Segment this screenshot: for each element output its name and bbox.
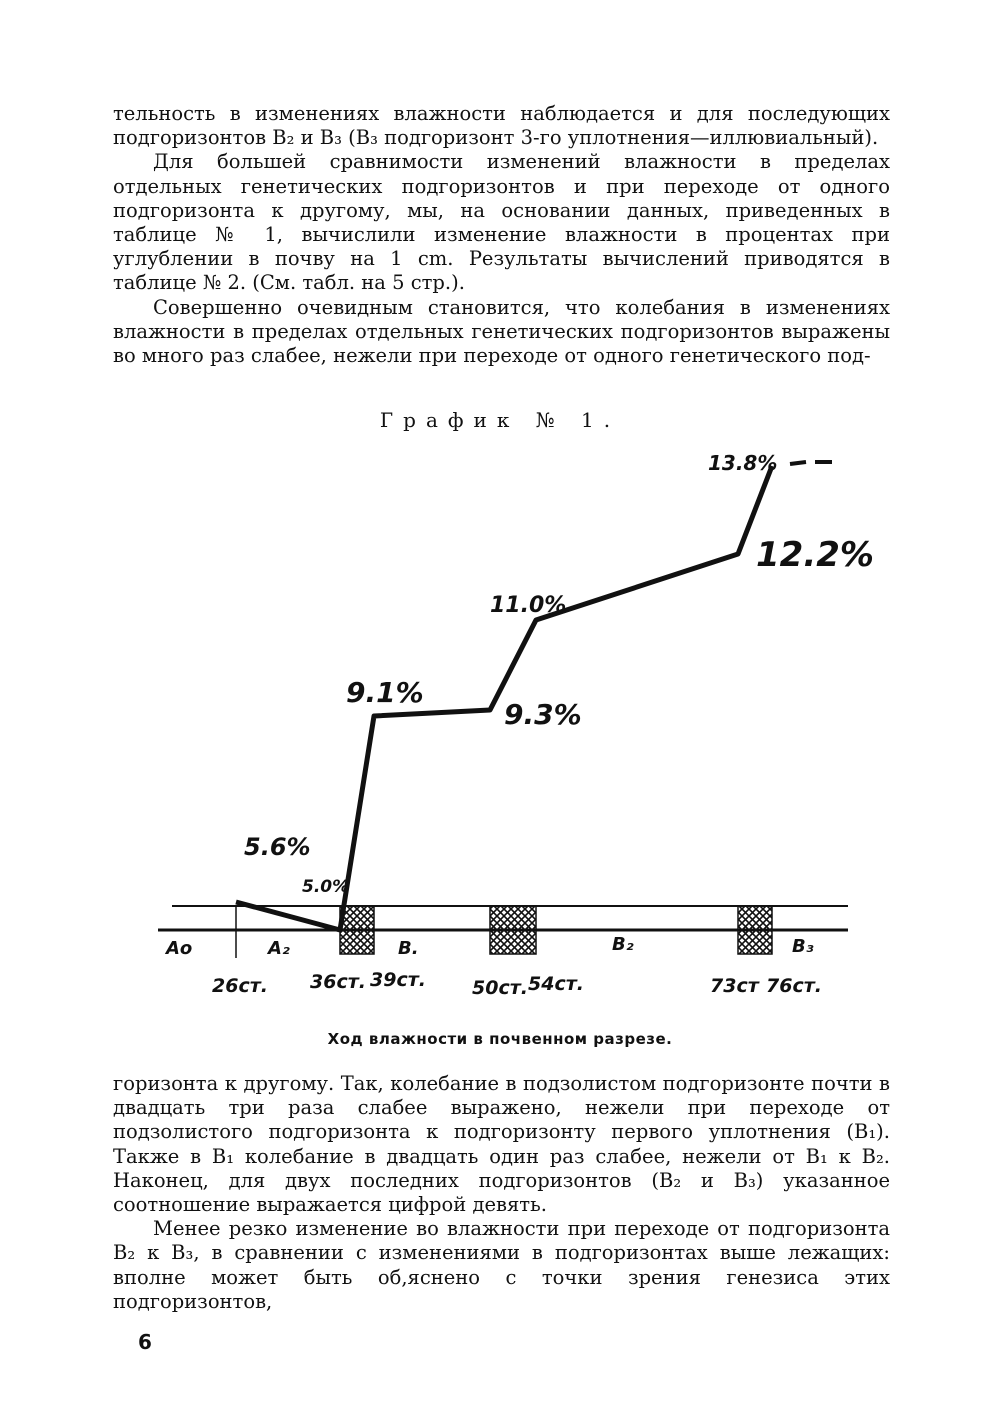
continuation-dash xyxy=(790,462,806,464)
moisture-chart xyxy=(0,440,1000,1020)
text-block-top xyxy=(113,102,890,368)
point-label: 12.2% xyxy=(756,535,874,575)
point-label: 9.3% xyxy=(504,698,582,731)
point-label: 9.1% xyxy=(346,676,424,709)
text-block-bottom xyxy=(113,1072,890,1314)
paragraph: тельность в изменениях влажности наблюдается и для последующих подгоризонтов В₂ и В₃ (В₃ подгоризонт 3-го уплотнения—иллювиальный). xyxy=(113,102,890,150)
paragraph: горизонта к другому. Так, колебание в подзолистом подгоризонте почти в двадцать три раза слабее выражено, нежели при переходе от подзолистого подгоризонта к подгоризонту первого уплотнения (В₁). Также в В₁ колебание в двадцать один раз слабее, нежели от В₁ к В₂. Наконец, для двух последних подгоризонтов (В₂ и В₃) указанное соотношение выражается цифрой девять. xyxy=(113,1072,890,1217)
depth-label: 26cт. xyxy=(212,975,268,997)
depth-label: 73cт xyxy=(710,975,759,997)
depth-label: 54cт. xyxy=(528,973,584,995)
graph-title: График № 1. xyxy=(379,408,621,432)
horizon-label: B₃ xyxy=(792,936,814,957)
point-label: 5.0% xyxy=(302,877,350,897)
page-number: 6 xyxy=(138,1330,152,1354)
depth-label: 50cт. xyxy=(472,977,528,999)
depth-label: 36cт. xyxy=(310,971,366,993)
paragraph: Менее резко изменение во влажности при переходе от подгоризонта В₂ к В₃, в сравнении с изменениями в подгоризонтах выше лежащих: вполне может быть об,яснено с точки зрения генезиса этих подгоризонтов, xyxy=(113,1217,890,1313)
depth-label: 39cт. xyxy=(370,969,426,991)
paragraph: Для большей сравнимости изменений влажности в пределах отдельных генетических подгоризонтов и при переходе от одного подгоризонта к другому, мы, на основании данных, приведенных в таблице № 1, вычислили изменение влажности в процентах при углублении в почву на 1 cm. Результаты вычислений приводятся в таблице № 2. (См. табл. на 5 стр.). xyxy=(113,150,890,295)
depth-label: 76cт. xyxy=(766,975,822,997)
horizon-label: B₂ xyxy=(612,934,634,955)
point-label: 13.8% xyxy=(708,451,778,475)
point-label: 11.0% xyxy=(490,593,567,618)
chart-caption: Ход влажности в почвенном разрезе. xyxy=(327,1030,673,1048)
point-label: 5.6% xyxy=(244,833,311,861)
horizon-label: Ao xyxy=(166,938,193,959)
paragraph: Совершенно очевидным становится, что колебания в изменениях влажности в пределах отдельных генетических подгоризонтов выражены во много раз слабее, нежели при переходе от одного генетического под- xyxy=(113,295,890,368)
horizon-label: A₂ xyxy=(268,938,290,959)
horizon-label: B. xyxy=(398,938,419,959)
